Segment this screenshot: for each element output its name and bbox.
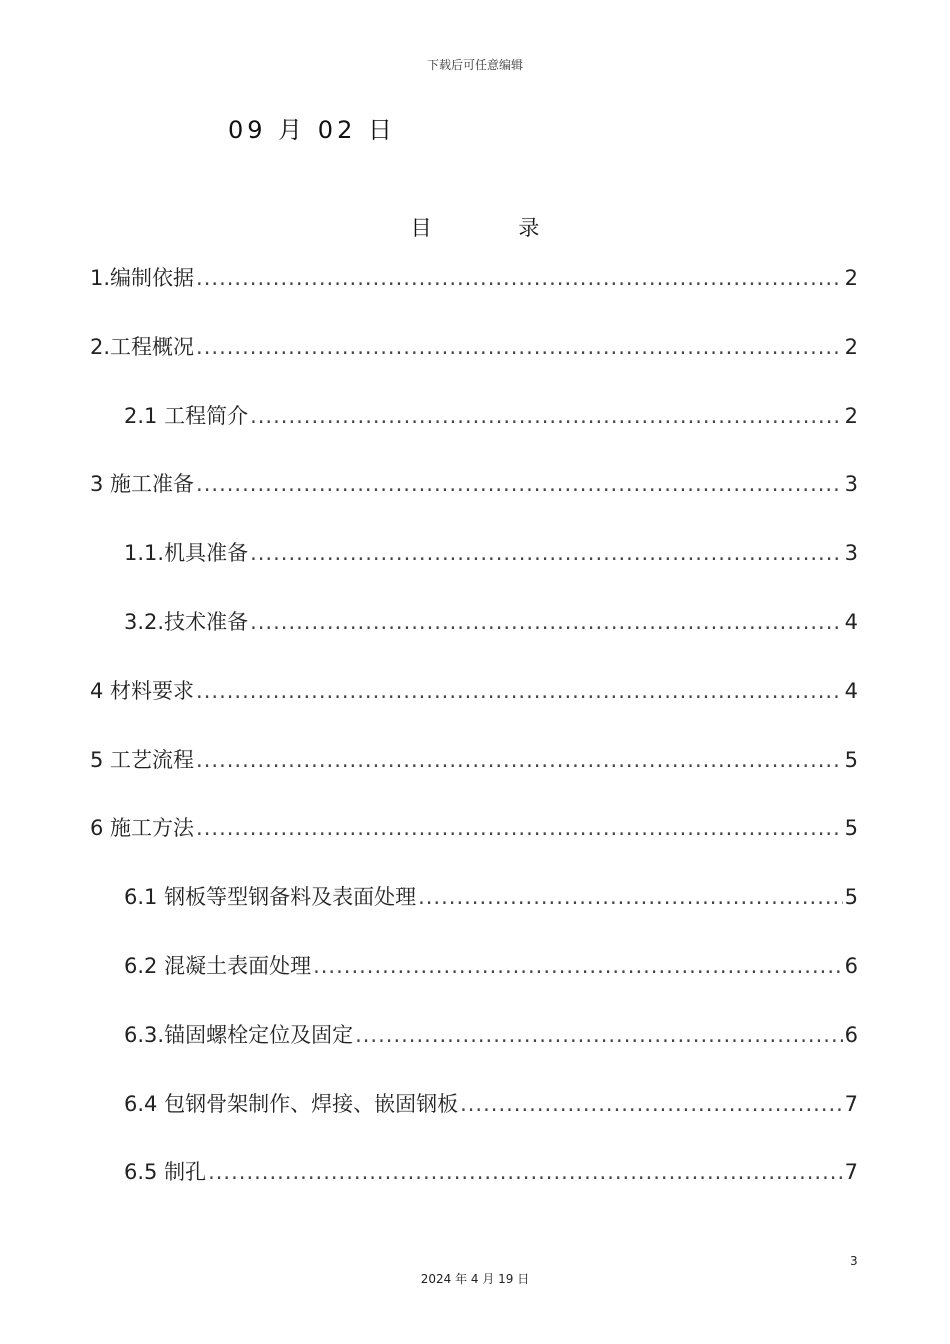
toc-leader-dots bbox=[250, 610, 843, 634]
toc-entry-label: 6.3.锚固螺栓定位及固定 bbox=[124, 1022, 354, 1047]
toc-entry-page: 6 bbox=[844, 1022, 858, 1047]
toc-entry-page: 4 bbox=[844, 609, 858, 634]
toc-entry-label: 1.编制依据 bbox=[90, 266, 195, 290]
toc-entry[interactable] bbox=[90, 331, 858, 400]
toc-entry-page: 3 bbox=[844, 541, 858, 566]
toc-entry[interactable] bbox=[90, 675, 858, 744]
toc-entry-label: 4 材料要求 bbox=[90, 678, 195, 703]
toc-leader-dots bbox=[250, 541, 843, 565]
toc-entry-page: 5 bbox=[844, 747, 858, 772]
toc-subentry[interactable] bbox=[90, 1088, 858, 1157]
toc-entry-label: 2.工程概况 bbox=[90, 334, 195, 359]
toc-leader-dots bbox=[313, 954, 843, 978]
toc-title: 目 录 bbox=[410, 216, 580, 240]
toc-leader-dots bbox=[196, 335, 843, 359]
toc-entry-page: 7 bbox=[844, 1160, 858, 1185]
toc-entry-label: 6.4 包钢骨架制作、焊接、嵌固钢板 bbox=[124, 1091, 459, 1116]
toc-leader-dots bbox=[355, 1023, 843, 1047]
toc-leader-dots bbox=[196, 472, 843, 496]
toc-entry[interactable] bbox=[90, 262, 858, 331]
toc-leader-dots bbox=[250, 404, 843, 428]
toc-subentry[interactable] bbox=[90, 537, 858, 606]
toc-entry-label: 1.1.机具准备 bbox=[124, 541, 249, 566]
page-footer-date: 2024 年 4 月 19 日 bbox=[420, 1272, 530, 1286]
toc-leader-dots bbox=[196, 679, 843, 703]
toc-entry-label: 3 施工准备 bbox=[90, 472, 195, 497]
toc-entry-page: 5 bbox=[844, 816, 858, 841]
toc-leader-dots bbox=[208, 1160, 843, 1184]
toc-entry-page: 2 bbox=[844, 403, 858, 428]
toc-entry[interactable] bbox=[90, 812, 858, 881]
toc-entry-page: 2 bbox=[844, 334, 858, 359]
toc-subentry[interactable] bbox=[90, 400, 858, 469]
toc-entry-page: 2 bbox=[844, 266, 858, 290]
toc-leader-dots bbox=[196, 748, 843, 772]
toc-subentry[interactable] bbox=[90, 1156, 858, 1225]
date-line: 09 月 02 日 bbox=[228, 116, 396, 144]
toc-entry-label: 6.1 钢板等型钢备料及表面处理 bbox=[124, 885, 417, 910]
toc-entry[interactable] bbox=[90, 468, 858, 537]
toc-entry-page: 7 bbox=[844, 1091, 858, 1116]
toc-entry-label: 2.1 工程简介 bbox=[124, 403, 249, 428]
table-of-contents bbox=[90, 262, 858, 1225]
toc-entry-page: 5 bbox=[844, 885, 858, 910]
toc-leader-dots bbox=[196, 816, 843, 840]
toc-subentry[interactable] bbox=[90, 606, 858, 675]
page-number: 3 bbox=[850, 1254, 858, 1268]
toc-entry-page: 3 bbox=[844, 472, 858, 497]
toc-entry[interactable] bbox=[90, 744, 858, 813]
toc-leader-dots bbox=[196, 266, 843, 290]
toc-subentry[interactable] bbox=[90, 1019, 858, 1088]
toc-leader-dots bbox=[460, 1092, 843, 1116]
toc-entry-page: 6 bbox=[844, 953, 858, 978]
toc-leader-dots bbox=[418, 885, 843, 909]
toc-subentry[interactable] bbox=[90, 881, 858, 950]
toc-entry-label: 3.2.技术准备 bbox=[124, 609, 249, 634]
toc-entry-page: 4 bbox=[844, 678, 858, 703]
page-header: 下载后可任意编辑 bbox=[426, 58, 523, 72]
toc-entry-label: 6.5 制孔 bbox=[124, 1160, 207, 1185]
toc-entry-label: 6 施工方法 bbox=[90, 816, 195, 841]
toc-entry-label: 6.2 混凝土表面处理 bbox=[124, 953, 312, 978]
toc-entry-label: 5 工艺流程 bbox=[90, 747, 195, 772]
toc-subentry[interactable] bbox=[90, 950, 858, 1019]
